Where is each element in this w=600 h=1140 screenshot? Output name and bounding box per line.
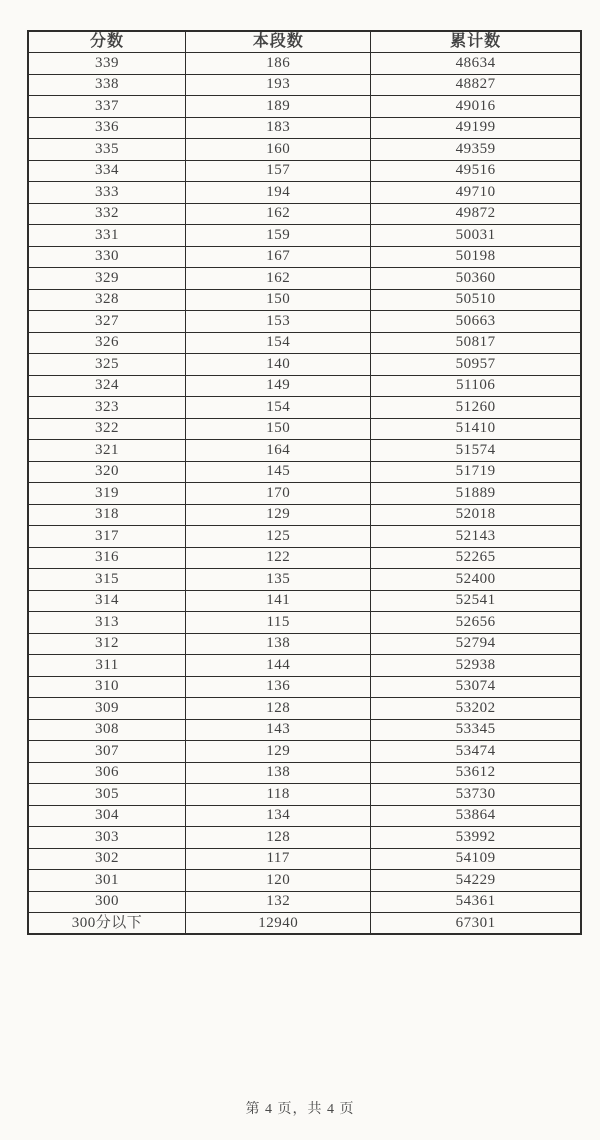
table-cell: 129 xyxy=(186,504,371,526)
table-cell: 159 xyxy=(186,225,371,247)
table-cell: 301 xyxy=(28,870,186,892)
table-cell: 325 xyxy=(28,354,186,376)
table-cell: 49516 xyxy=(371,160,581,182)
table-cell: 115 xyxy=(186,612,371,634)
table-cell: 51260 xyxy=(371,397,581,419)
table-cell: 128 xyxy=(186,698,371,720)
table-cell: 143 xyxy=(186,719,371,741)
table-row xyxy=(28,569,581,591)
table-cell: 50198 xyxy=(371,246,581,268)
table-cell: 154 xyxy=(186,397,371,419)
table-row xyxy=(28,913,581,935)
table-cell: 52143 xyxy=(371,526,581,548)
table-cell: 135 xyxy=(186,569,371,591)
table-cell: 167 xyxy=(186,246,371,268)
table-cell: 134 xyxy=(186,805,371,827)
table-cell: 53864 xyxy=(371,805,581,827)
table-cell: 48634 xyxy=(371,53,581,75)
table-cell: 49872 xyxy=(371,203,581,225)
table-cell: 132 xyxy=(186,891,371,913)
table-cell: 323 xyxy=(28,397,186,419)
table-cell: 129 xyxy=(186,741,371,763)
table-row xyxy=(28,891,581,913)
table-cell: 54229 xyxy=(371,870,581,892)
table-row xyxy=(28,698,581,720)
table-cell: 50663 xyxy=(371,311,581,333)
table-cell: 164 xyxy=(186,440,371,462)
table-cell: 193 xyxy=(186,74,371,96)
table-row xyxy=(28,139,581,161)
table-cell: 189 xyxy=(186,96,371,118)
table-cell: 51889 xyxy=(371,483,581,505)
table-row xyxy=(28,762,581,784)
table-cell: 310 xyxy=(28,676,186,698)
table-cell: 117 xyxy=(186,848,371,870)
table-row xyxy=(28,612,581,634)
table-cell: 306 xyxy=(28,762,186,784)
table-cell: 145 xyxy=(186,461,371,483)
table-cell: 162 xyxy=(186,203,371,225)
table-cell: 335 xyxy=(28,139,186,161)
table-cell: 154 xyxy=(186,332,371,354)
table-row xyxy=(28,74,581,96)
table-cell: 324 xyxy=(28,375,186,397)
table-cell: 333 xyxy=(28,182,186,204)
table-cell: 53074 xyxy=(371,676,581,698)
table-cell: 316 xyxy=(28,547,186,569)
table-cell: 338 xyxy=(28,74,186,96)
table-cell: 12940 xyxy=(186,913,371,935)
table-cell: 53612 xyxy=(371,762,581,784)
table-cell: 48827 xyxy=(371,74,581,96)
table-row xyxy=(28,827,581,849)
table-row xyxy=(28,397,581,419)
table-cell: 170 xyxy=(186,483,371,505)
table-cell: 150 xyxy=(186,418,371,440)
table-cell: 305 xyxy=(28,784,186,806)
table-cell: 50957 xyxy=(371,354,581,376)
table-cell: 53730 xyxy=(371,784,581,806)
table-header-row xyxy=(28,31,581,53)
table-row xyxy=(28,53,581,75)
table-cell: 162 xyxy=(186,268,371,290)
table-row xyxy=(28,655,581,677)
table-row xyxy=(28,246,581,268)
table-cell: 53202 xyxy=(371,698,581,720)
table-cell: 52265 xyxy=(371,547,581,569)
table-cell: 328 xyxy=(28,289,186,311)
table-cell: 52541 xyxy=(371,590,581,612)
table-cell: 186 xyxy=(186,53,371,75)
table-cell: 315 xyxy=(28,569,186,591)
table-cell: 120 xyxy=(186,870,371,892)
table-cell: 183 xyxy=(186,117,371,139)
table-row xyxy=(28,332,581,354)
table-row xyxy=(28,117,581,139)
table-cell: 317 xyxy=(28,526,186,548)
table-cell: 307 xyxy=(28,741,186,763)
table-cell: 52018 xyxy=(371,504,581,526)
table-cell: 302 xyxy=(28,848,186,870)
table-cell: 303 xyxy=(28,827,186,849)
table-cell: 128 xyxy=(186,827,371,849)
table-cell: 49199 xyxy=(371,117,581,139)
table-row xyxy=(28,590,581,612)
table-cell: 150 xyxy=(186,289,371,311)
table-row xyxy=(28,741,581,763)
table-row xyxy=(28,203,581,225)
table-cell: 52400 xyxy=(371,569,581,591)
table-cell: 330 xyxy=(28,246,186,268)
score-table-body xyxy=(28,53,581,935)
table-row xyxy=(28,375,581,397)
table-row xyxy=(28,848,581,870)
table-cell: 321 xyxy=(28,440,186,462)
table-cell: 329 xyxy=(28,268,186,290)
col-header-score: 分数 xyxy=(28,31,186,53)
table-cell: 52794 xyxy=(371,633,581,655)
table-cell: 140 xyxy=(186,354,371,376)
table-cell: 153 xyxy=(186,311,371,333)
table-cell: 53345 xyxy=(371,719,581,741)
table-cell: 136 xyxy=(186,676,371,698)
table-row xyxy=(28,268,581,290)
table-cell: 331 xyxy=(28,225,186,247)
table-cell: 51410 xyxy=(371,418,581,440)
table-row xyxy=(28,160,581,182)
table-cell: 312 xyxy=(28,633,186,655)
table-cell: 67301 xyxy=(371,913,581,935)
table-cell: 50817 xyxy=(371,332,581,354)
table-cell: 327 xyxy=(28,311,186,333)
table-row xyxy=(28,504,581,526)
table-cell: 141 xyxy=(186,590,371,612)
table-cell: 53992 xyxy=(371,827,581,849)
table-row xyxy=(28,526,581,548)
table-cell: 308 xyxy=(28,719,186,741)
table-cell: 320 xyxy=(28,461,186,483)
table-cell: 138 xyxy=(186,762,371,784)
table-cell: 49359 xyxy=(371,139,581,161)
table-row xyxy=(28,805,581,827)
table-cell: 326 xyxy=(28,332,186,354)
table-cell: 50031 xyxy=(371,225,581,247)
table-cell: 300 xyxy=(28,891,186,913)
table-row xyxy=(28,483,581,505)
table-cell: 52938 xyxy=(371,655,581,677)
table-row xyxy=(28,440,581,462)
table-cell: 334 xyxy=(28,160,186,182)
table-cell: 50510 xyxy=(371,289,581,311)
table-cell: 336 xyxy=(28,117,186,139)
table-cell: 53474 xyxy=(371,741,581,763)
table-cell: 149 xyxy=(186,375,371,397)
table-cell: 314 xyxy=(28,590,186,612)
table-cell: 311 xyxy=(28,655,186,677)
table-cell: 319 xyxy=(28,483,186,505)
table-row xyxy=(28,354,581,376)
table-row xyxy=(28,547,581,569)
table-row xyxy=(28,225,581,247)
table-cell: 300分以下 xyxy=(28,913,186,935)
table-row xyxy=(28,633,581,655)
table-cell: 51719 xyxy=(371,461,581,483)
table-cell: 304 xyxy=(28,805,186,827)
table-cell: 54109 xyxy=(371,848,581,870)
table-cell: 144 xyxy=(186,655,371,677)
table-cell: 51574 xyxy=(371,440,581,462)
table-row xyxy=(28,311,581,333)
table-cell: 122 xyxy=(186,547,371,569)
table-cell: 337 xyxy=(28,96,186,118)
table-cell: 50360 xyxy=(371,268,581,290)
table-cell: 52656 xyxy=(371,612,581,634)
table-row xyxy=(28,96,581,118)
table-cell: 51106 xyxy=(371,375,581,397)
table-cell: 157 xyxy=(186,160,371,182)
table-row xyxy=(28,676,581,698)
table-cell: 49016 xyxy=(371,96,581,118)
table-row xyxy=(28,418,581,440)
table-cell: 49710 xyxy=(371,182,581,204)
table-cell: 194 xyxy=(186,182,371,204)
table-cell: 313 xyxy=(28,612,186,634)
table-row xyxy=(28,719,581,741)
table-cell: 318 xyxy=(28,504,186,526)
table-cell: 339 xyxy=(28,53,186,75)
table-row xyxy=(28,461,581,483)
table-cell: 309 xyxy=(28,698,186,720)
col-header-cumulative-count: 累计数 xyxy=(371,31,581,53)
table-row xyxy=(28,182,581,204)
table-cell: 322 xyxy=(28,418,186,440)
page-footer: 第 4 页，共 4 页 xyxy=(245,1102,355,1117)
table-cell: 332 xyxy=(28,203,186,225)
table-cell: 138 xyxy=(186,633,371,655)
table-cell: 54361 xyxy=(371,891,581,913)
table-cell: 125 xyxy=(186,526,371,548)
col-header-segment-count: 本段数 xyxy=(186,31,371,53)
table-row xyxy=(28,784,581,806)
score-table xyxy=(27,30,582,935)
table-row xyxy=(28,289,581,311)
table-row xyxy=(28,870,581,892)
table-cell: 160 xyxy=(186,139,371,161)
table-cell: 118 xyxy=(186,784,371,806)
